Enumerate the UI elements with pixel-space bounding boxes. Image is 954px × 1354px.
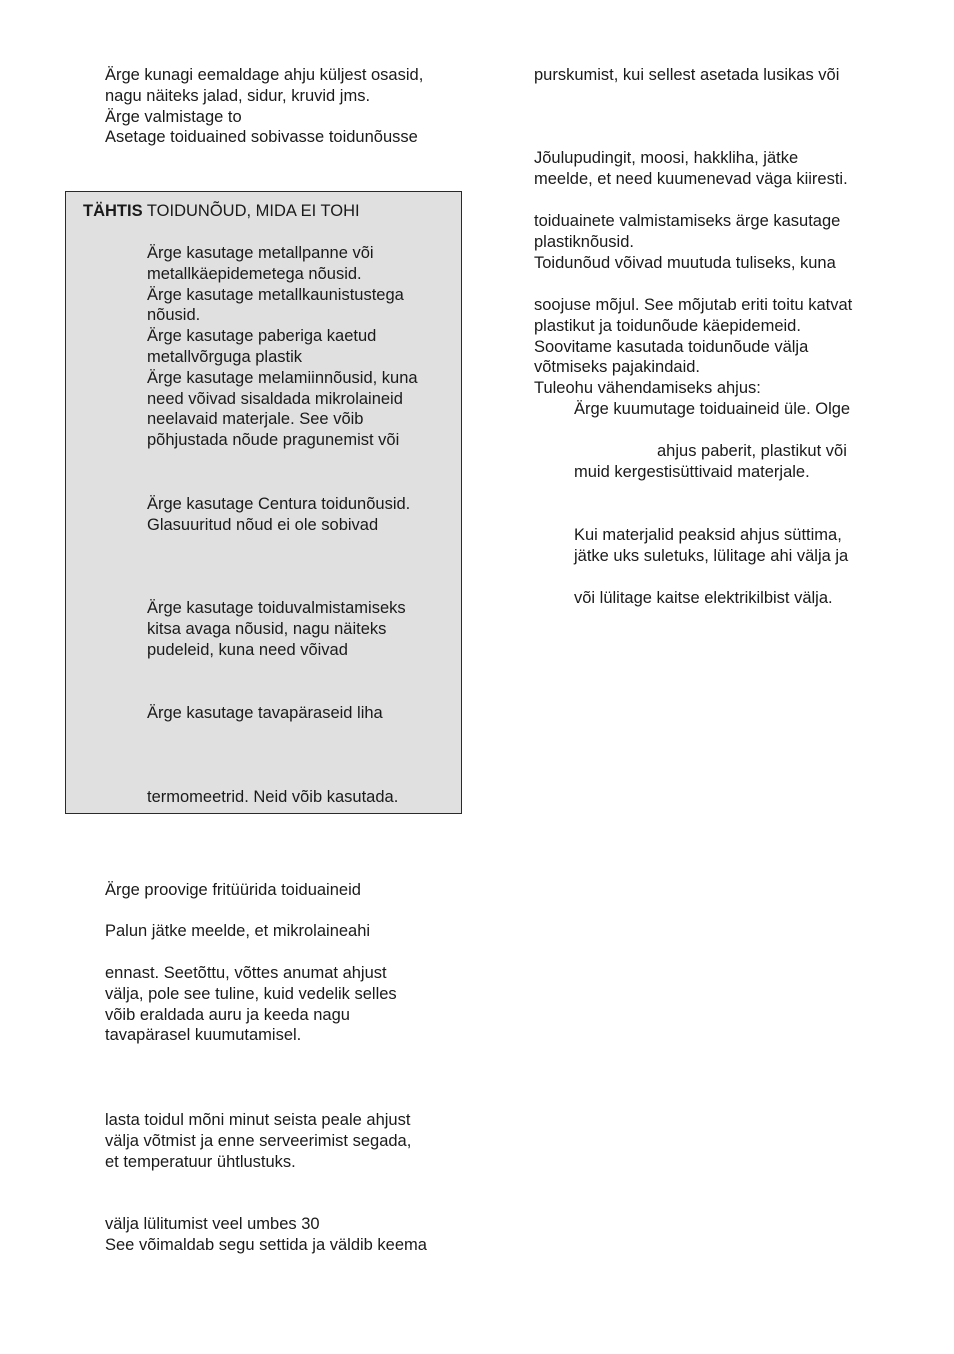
- box-group-2: [147, 494, 410, 536]
- right-paragraph-1: [534, 65, 839, 86]
- text-line: soojuse mõjul. See mõjutab eriti toitu katvat: [534, 296, 853, 314]
- text-line: võib eraldada auru ja keeda nagu: [105, 1005, 350, 1024]
- right-paragraph-3: [534, 211, 840, 273]
- text-line: Ärge kasutage Centura toidunõusid.: [147, 495, 411, 513]
- text-line: Ärge kasutage metallpanne või: [147, 244, 374, 262]
- text-line: muid kergestisüttivaid materjale.: [574, 463, 810, 481]
- text-line: need võivad sisaldada mikrolaineid: [147, 389, 403, 408]
- text-line: ennast. Seetõttu, võttes anumat ahjust: [105, 964, 387, 982]
- box-title: [83, 201, 360, 222]
- text-line: purskumist, kui sellest asetada lusikas või: [534, 66, 840, 84]
- text-line: võtmiseks pajakindaid.: [534, 358, 700, 377]
- text-line: kitsa avaga nõusid, nagu näiteks: [147, 619, 387, 638]
- text-line: nõusid.: [147, 306, 201, 325]
- text-line: põhjustada nõude pragunemist või: [147, 431, 400, 450]
- text-line: pudeleid, kuna need võivad: [147, 640, 348, 659]
- text-line: termomeetrid. Neid võib kasutada.: [147, 788, 399, 806]
- paragraph-1: [105, 880, 361, 901]
- text-line: Ärge kasutage paberiga kaetud: [147, 327, 377, 346]
- right-indent-3: [574, 462, 810, 483]
- text-line: Ärge kasutage tavapäraseid liha: [147, 704, 383, 722]
- text-line: Ärge kasutage melamiinnõusid, kuna: [147, 368, 418, 387]
- text-line: Ärge valmistage to: [105, 107, 242, 126]
- right-paragraph-2: [534, 148, 848, 190]
- right-indent-2: [657, 441, 847, 462]
- right-indent-1: [574, 399, 850, 420]
- text-line: Ärge kunagi eemaldage ahju küljest osasid,: [105, 66, 424, 84]
- box-title-bold: TÄHTIS: [83, 202, 143, 220]
- text-line: Ärge kasutage toiduvalmistamiseks: [147, 599, 406, 617]
- text-line: ahjus paberit, plastikut või: [657, 442, 847, 460]
- text-line: Glasuuritud nõud ei ole sobivad: [147, 515, 379, 534]
- box-title-rest: TOIDUNÕUD, MIDA EI TOHI: [142, 202, 360, 220]
- text-line: välja võtmist ja enne serveerimist segada,: [105, 1131, 412, 1150]
- paragraph-2: [105, 921, 370, 942]
- text-line: Ärge kuumutage toiduaineid üle. Olge: [574, 400, 851, 418]
- text-line: metallkäepidemetega nõusid.: [147, 264, 362, 283]
- text-line: plastiknõusid.: [534, 232, 634, 251]
- right-indent-4: [574, 525, 848, 567]
- text-line: plastikut ja toidunõude käepidemeid.: [534, 316, 801, 335]
- text-line: lasta toidul mõni minut seista peale ahjust: [105, 1111, 411, 1129]
- paragraph-4: [105, 1110, 411, 1172]
- text-line: jätke uks suletuks, lülitage ahi välja ja: [574, 546, 849, 565]
- text-line: välja lülitumist veel umbes 30: [105, 1215, 320, 1233]
- text-line: välja, pole see tuline, kuid vedelik selles: [105, 984, 397, 1003]
- box-group-4: [147, 703, 383, 724]
- text-line: nagu näiteks jalad, sidur, kruvid jms.: [105, 86, 371, 105]
- box-group-5: [147, 787, 398, 808]
- text-line: Asetage toiduained sobivasse toidunõusse: [105, 128, 418, 147]
- paragraph-5: [105, 1214, 427, 1256]
- text-line: toiduainete valmistamiseks ärge kasutage: [534, 212, 841, 230]
- text-line: Jõulupudingit, moosi, hakkliha, jätke: [534, 149, 799, 167]
- text-line: Ärge kasutage metallkaunistustega: [147, 285, 404, 304]
- text-line: metallvõrguga plastik: [147, 347, 302, 366]
- text-line: või lülitage kaitse elektrikilbist välja.: [574, 589, 833, 607]
- text-line: See võimaldab segu settida ja väldib keema: [105, 1235, 427, 1254]
- text-block-top: [105, 65, 423, 148]
- box-group-3: [147, 598, 406, 660]
- text-line: Soovitame kasutada toidunõude välja: [534, 337, 809, 356]
- important-cookware-box: [65, 191, 462, 814]
- right-indent-5: [574, 588, 833, 609]
- right-paragraph-4: [534, 295, 852, 399]
- paragraph-3: [105, 963, 397, 1046]
- box-group-1: [147, 243, 418, 451]
- text-line: Ärge proovige fritüürida toiduaineid: [105, 881, 361, 899]
- text-line: Kui materjalid peaksid ahjus süttima,: [574, 526, 842, 544]
- text-line: meelde, et need kuumenevad väga kiiresti.: [534, 169, 848, 188]
- text-line: Toidunõud võivad muutuda tuliseks, kuna: [534, 253, 836, 272]
- text-line: Tuleohu vähendamiseks ahjus:: [534, 379, 761, 398]
- text-line: neelavaid materjale. See võib: [147, 410, 364, 429]
- text-line: et temperatuur ühtlustuks.: [105, 1152, 296, 1171]
- text-line: tavapärasel kuumutamisel.: [105, 1026, 302, 1045]
- text-line: Palun jätke meelde, et mikrolaineahi: [105, 922, 371, 940]
